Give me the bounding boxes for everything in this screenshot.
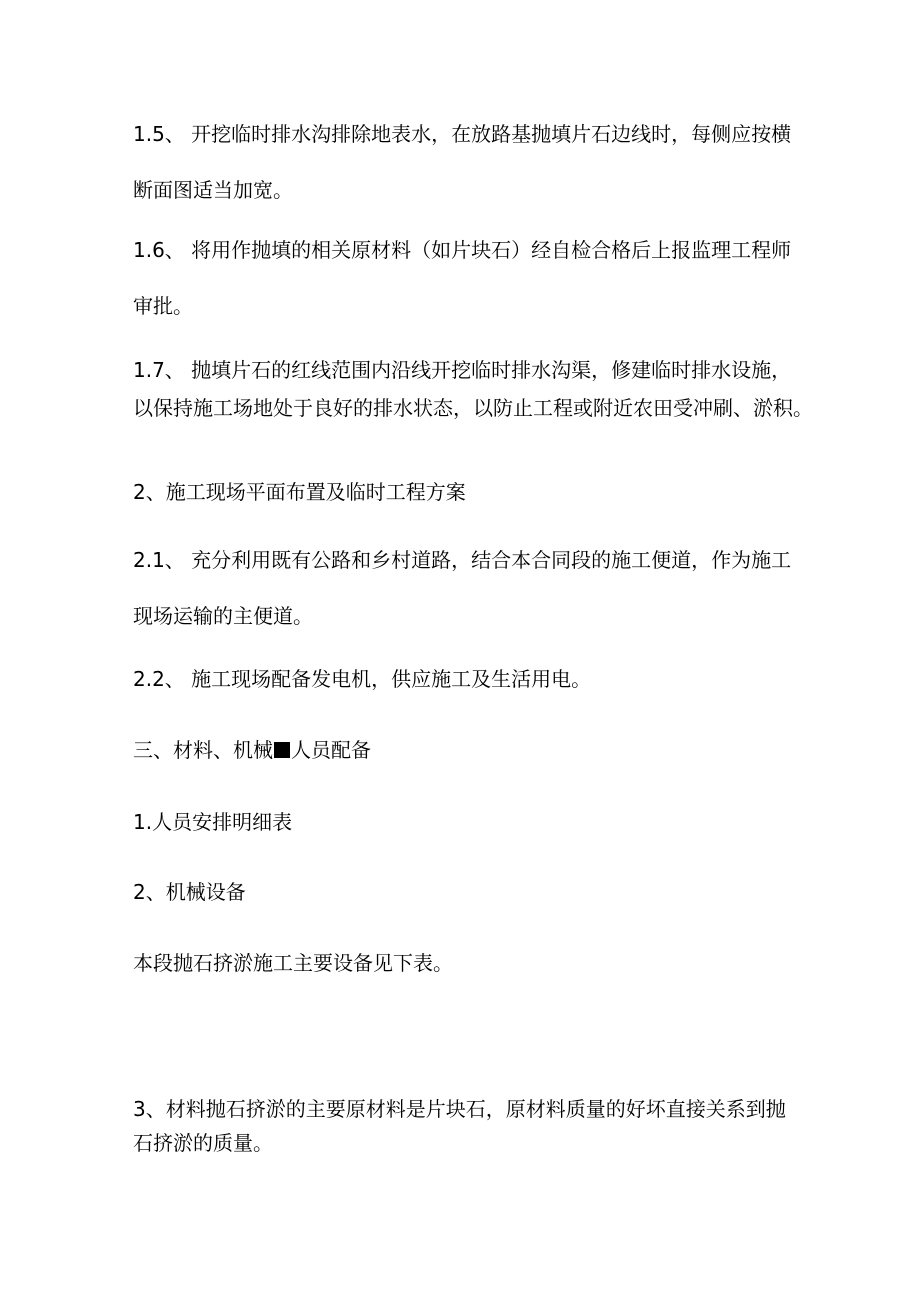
text-line: 1.5、 开挖临时排水沟排除地表水，在放路基抛填片石边线时，每侧应按横 (133, 122, 792, 146)
section-heading-2 (133, 482, 803, 502)
text-line: 本段抛石挤淤施工主要设备见下表。 (133, 951, 453, 975)
heading-text-after: 人员配备 (291, 738, 371, 762)
subheading-equipment (133, 882, 803, 902)
text-line: 3、材料抛石挤淤的主要原材料是片块石，原材料质量的好坏直接关系到抛 (133, 1097, 786, 1121)
text-line: 2.1、 充分利用既有公路和乡村道路，结合本合同段的施工便道，作为施工 (133, 548, 792, 572)
section-heading-3 (133, 740, 803, 760)
text-line: 现场运输的主便道。 (133, 604, 313, 628)
text-line: 1.6、 将用作抛填的相关原材料（如片块石）经自检合格后上报监理工程师 (133, 238, 792, 262)
text-line: 审批。 (133, 294, 193, 318)
text-line: 1.7、 抛填片石的红线范围内沿线开挖临时排水沟渠，修建临时排水设施， (133, 358, 792, 382)
heading-text-before: 三、材料、机械 (133, 738, 273, 762)
text-line: 石挤淤的质量。 (133, 1131, 273, 1155)
text-line: 2、机械设备 (133, 880, 246, 904)
paragraph-1-7 (133, 358, 813, 420)
paragraph-1-6 (133, 240, 803, 316)
paragraph-2-1 (133, 550, 803, 626)
text-line: 以保持施工场地处于良好的排水状态，以防止工程或附近农田受冲刷、淤积。 (133, 396, 813, 420)
text-line: 断面图适当加宽。 (133, 178, 293, 202)
paragraph-2-2 (133, 669, 803, 689)
paragraph-3-materials (133, 1099, 803, 1153)
black-square-mark (274, 742, 290, 758)
text-line: 2、施工现场平面布置及临时工程方案 (133, 480, 466, 504)
paragraph-1-5 (133, 124, 803, 200)
text-line (133, 740, 803, 760)
text-line: 1.人员安排明细表 (133, 810, 293, 834)
equipment-note (133, 953, 803, 973)
subheading-personnel (133, 812, 803, 832)
text-line: 2.2、 施工现场配备发电机，供应施工及生活用电。 (133, 667, 592, 691)
